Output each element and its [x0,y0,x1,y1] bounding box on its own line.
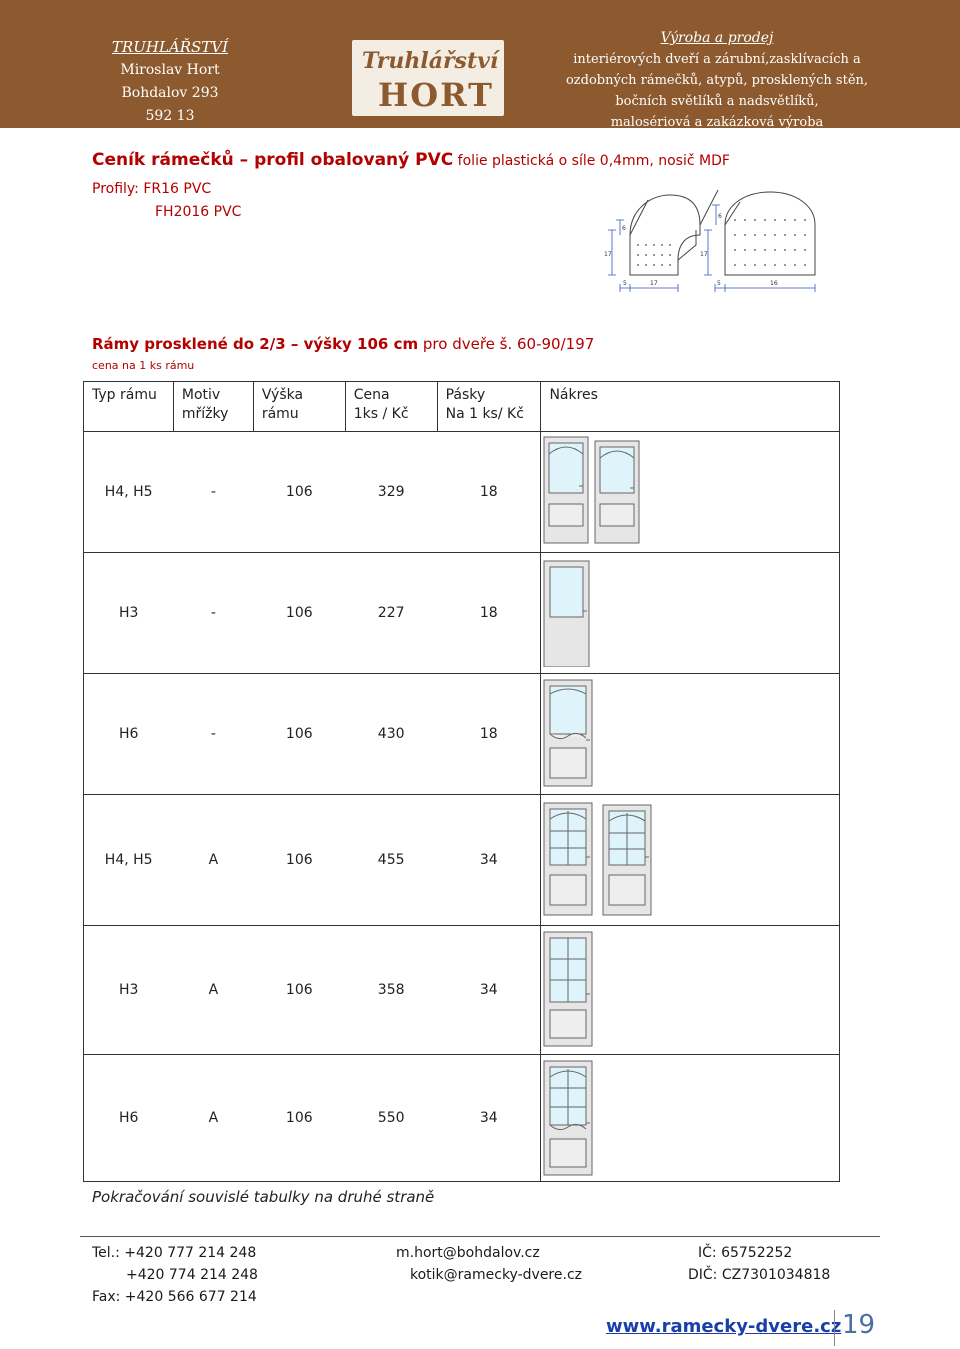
cell-drawing [541,432,840,553]
cell-drawing [541,1055,840,1182]
cell-motif: - [173,553,253,674]
services-title: Výroba a prodej [660,30,774,46]
door-drawing-wave [541,674,611,788]
cell-strips: 34 [437,926,541,1055]
cell-type: H6 [84,674,174,795]
vat-id: DIČ: CZ7301034818 [688,1267,831,1283]
table-row [84,926,840,1055]
email-line: kotik@ramecky-dvere.cz [410,1267,582,1283]
cell-motif: - [173,674,253,795]
cell-price: 358 [345,926,437,1055]
price-list-title [92,150,730,170]
title-detail: folie plastická o síle 0,4mm, nosič MDF [453,153,730,169]
header-type: Typ rámu [84,382,174,432]
profiles-list [92,178,241,224]
table-row [84,553,840,674]
phone-line: Tel.: +420 777 214 248 [92,1245,257,1261]
postal-code: 592 13 [145,108,195,124]
cell-price: 455 [345,795,437,926]
phone-line: +420 774 214 248 [126,1267,258,1283]
cell-type: H4, H5 [84,795,174,926]
cell-height: 106 [253,795,345,926]
header-price: Cena 1ks / Kč [345,382,437,432]
cell-price: 550 [345,1055,437,1182]
cell-height: 106 [253,674,345,795]
cell-type: H3 [84,553,174,674]
header-strips: Pásky Na 1 ks/ Kč [437,382,541,432]
cell-type: H3 [84,926,174,1055]
owner-name: Miroslav Hort [120,62,220,78]
page-number: 19 [842,1310,876,1340]
fax-line: Fax: +420 566 677 214 [92,1289,257,1305]
price-table [83,381,840,1182]
cell-motif: - [173,432,253,553]
door-drawing-arch [541,432,661,546]
footer-phones [92,1242,258,1308]
dim-label: 16 [770,280,778,287]
dim-label: 6 [718,213,722,220]
footer-ids [688,1242,830,1286]
profile-line: FH2016 PVC [155,204,242,220]
cell-height: 106 [253,553,345,674]
logo-text-bottom: HORT [378,76,494,114]
page-number-divider [834,1310,835,1346]
cell-drawing [541,553,840,674]
title-bold: Ceník rámečků – profil obalovaný PVC [92,150,454,170]
cell-strips: 34 [437,795,541,926]
company-services [552,28,882,133]
cell-price: 329 [345,432,437,553]
dim-label: 6 [622,225,626,232]
dim-label: 5 [717,280,721,287]
header-drawing: Nákres [541,382,840,432]
services-line: interiérových dveří a zárubní,zasklívacích a [573,52,861,67]
cell-price: 227 [345,553,437,674]
cell-drawing [541,795,840,926]
dim-label: 5 [623,280,627,287]
price-note: cena na 1 ks rámu [92,359,195,372]
continuation-note: Pokračování souvislé tabulky na druhé straně [92,1188,435,1206]
frames-heading-detail: pro dveře š. 60-90/197 [418,335,595,353]
cell-strips: 18 [437,674,541,795]
frames-heading [92,335,594,353]
logo-text-top: Truhlářství [362,48,499,74]
company-id: IČ: 65752252 [698,1245,793,1261]
cell-motif: A [173,1055,253,1182]
website-link[interactable]: www.ramecky-dvere.cz [606,1316,842,1337]
profile-cross-section-drawing [590,190,840,300]
table-row [84,1055,840,1182]
cell-price: 430 [345,674,437,795]
door-drawing-wave-grid [541,1055,611,1177]
door-drawing-rect-grid [541,926,611,1048]
dim-label: 17 [700,251,708,258]
dim-label: 17 [650,280,658,287]
cell-height: 106 [253,1055,345,1182]
door-drawing-rect [541,553,611,667]
table-row [84,432,840,553]
cell-drawing [541,926,840,1055]
footer-divider [80,1236,880,1237]
header-height: Výška rámu [253,382,345,432]
cell-type: H6 [84,1055,174,1182]
table-row [84,674,840,795]
company-logo [352,40,504,116]
cell-height: 106 [253,432,345,553]
cell-type: H4, H5 [84,432,174,553]
services-line: ozdobných rámečků, atypů, prosklených stěn, [565,73,869,88]
cell-motif: A [173,795,253,926]
services-line: bočních světlíků a nadsvětlíků, [615,94,819,109]
company-address [70,36,270,128]
footer-emails [396,1242,582,1286]
page-header [0,0,960,128]
cell-strips: 18 [437,553,541,674]
cell-drawing [541,674,840,795]
cell-strips: 18 [437,432,541,553]
table-row [84,795,840,926]
street-address: Bohdalov 293 [121,85,219,101]
company-name: TRUHLÁŘSTVÍ [111,38,229,56]
email-line: m.hort@bohdalov.cz [396,1245,540,1261]
cell-motif: A [173,926,253,1055]
cell-height: 106 [253,926,345,1055]
cell-strips: 34 [437,1055,541,1182]
services-line: malosériová a zakázková výroba [610,115,824,130]
dim-label: 17 [604,251,612,258]
frames-heading-bold: Rámy prosklené do 2/3 – výšky 106 cm [92,335,419,353]
header-motif: Motiv mřížky [173,382,253,432]
profile-line: Profily: FR16 PVC [92,181,212,197]
table-header-row [84,382,840,432]
door-drawing-arch-grid [541,795,671,919]
